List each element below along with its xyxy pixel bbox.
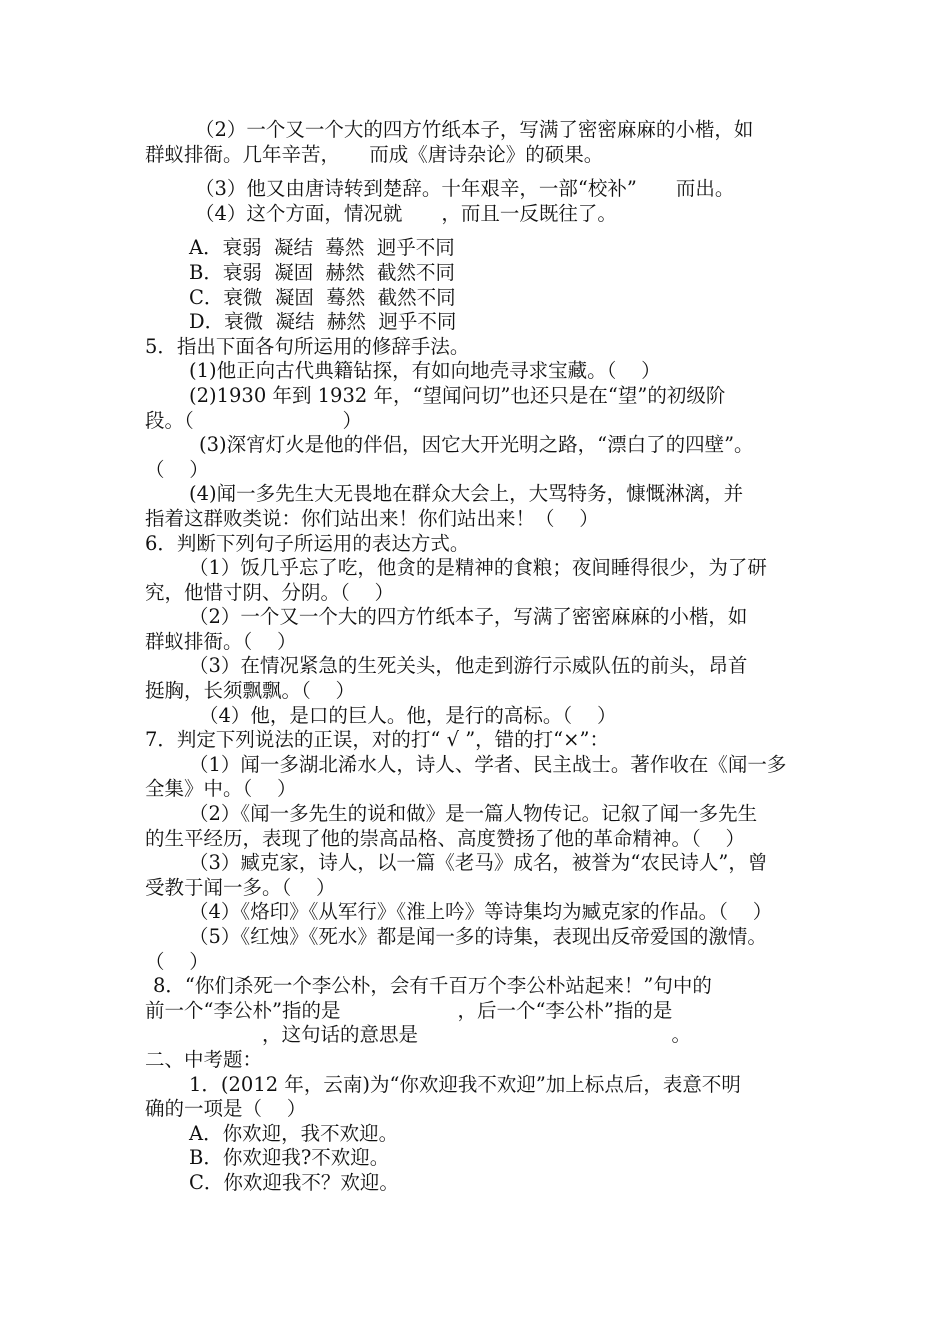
text-line: 受教于闻一多。（ ） [145, 875, 336, 899]
text-line: （2）一个又一个大的四方竹纸本子，写满了密密麻麻的小楷，如 [189, 605, 748, 629]
text-line: （4）《烙印》《从军行》《淮上吟》等诗集均为臧克家的作品。（ ） [189, 900, 773, 924]
question-heading: 5．指出下面各句所运用的修辞手法。 [145, 334, 470, 358]
text-line: （4）他，是口的巨人。他，是行的高标。（ ） [199, 703, 617, 727]
option-a: A．衰弱 凝结 蓦然 迥乎不同 [189, 236, 455, 260]
text-line: 全集》中。（ ） [145, 777, 297, 801]
text-line: （5）《红烛》《死水》都是闻一多的诗集，表现出反帝爱国的激情。 [189, 925, 767, 948]
text-line: （3）臧克家，诗人，以一篇《老马》成名，被誉为“农民诗人”，曾 [189, 851, 768, 875]
text-line: ，这句话的意思是 。 [145, 1023, 692, 1047]
option-b: B．你欢迎我?不欢迎。 [189, 1146, 390, 1170]
text-line: 确的一项是（ ） [145, 1097, 307, 1121]
text-line: 究，他惜寸阴、分阴。（ ） [145, 580, 395, 604]
text-line: (3)深宵灯火是他的伴侣，因它大开光明之路，“漂白了的四壁”。 [199, 433, 754, 457]
section-heading: 二、中考题： [145, 1047, 263, 1071]
text-line: 的生平经历，表现了他的崇高品格、高度赞扬了他的革命精神。（ ） [145, 826, 746, 850]
text-line: （ ） [145, 457, 209, 481]
text-line: （2）《闻一多先生的说和做》是一篇人物传记。记叙了闻一多先生 [189, 802, 758, 826]
text-line: （1）饭几乎忘了吃，他贪的是精神的食粮；夜间睡得很少，为了研 [189, 556, 767, 580]
text-line: (2)1930 年到 1932 年，“望闻问切”也还只是在“望”的初级阶 [189, 383, 726, 407]
question-heading: 1．(2012 年，云南)为“你欢迎我不欢迎”加上标点后，表意不明 [189, 1072, 741, 1096]
question-heading: 7．判定下列说法的正误，对的打“ √ ”，错的打“×”： [145, 728, 609, 752]
text-line: （2）一个又一个大的四方竹纸本子，写满了密密麻麻的小楷，如 [195, 118, 754, 141]
option-a: A．你欢迎，我不欢迎。 [189, 1121, 399, 1145]
text-line: （1）闻一多湖北浠水人，诗人、学者、民主战士。著作收在《闻一多 [189, 752, 787, 776]
text-line: 群蚁排衙。（ ） [145, 629, 297, 653]
text-line: 前一个“李公朴”指的是 ，后一个“李公朴”指的是 [145, 998, 673, 1022]
document-page [145, 118, 810, 1196]
text-line: 群蚁排衙。几年辛苦， 而成《唐诗杂论》的硕果。 [145, 142, 604, 166]
text-line: 指着这群败类说：你们站出来！你们站出来！（ ） [145, 506, 599, 530]
text-line: （3）他又由唐诗转到楚辞。十年艰辛，一部“校补” 而出。 [195, 177, 735, 201]
option-c: C．你欢迎我不？欢迎。 [189, 1170, 399, 1194]
text-line: （ ） [145, 949, 209, 973]
question-heading: 8．“你们杀死一个李公朴，会有千百万个李公朴站起来！”句中的 [153, 974, 712, 998]
option-d: D．衰微 凝结 赫然 迥乎不同 [189, 310, 457, 334]
text-line: 段。（ ） [145, 408, 363, 432]
text-line: (1)他正向古代典籍钻探，有如向地壳寻求宝藏。（ ） [189, 359, 661, 383]
option-c: C．衰微 凝固 蓦然 截然不同 [189, 285, 456, 309]
text-line: (4)闻一多先生大无畏地在群众大会上，大骂特务，慷慨淋漓，并 [189, 482, 744, 506]
text-line: （3）在情况紧急的生死关头，他走到游行示威队伍的前头，昂首 [189, 654, 748, 678]
text-line: 挺胸，长须飘飘。（ ） [145, 679, 356, 703]
option-b: B．衰弱 凝固 赫然 截然不同 [189, 260, 456, 284]
text-line: （4）这个方面，情况就 ，而且一反既往了。 [195, 201, 617, 225]
question-heading: 6．判断下列句子所运用的表达方式。 [145, 531, 470, 555]
